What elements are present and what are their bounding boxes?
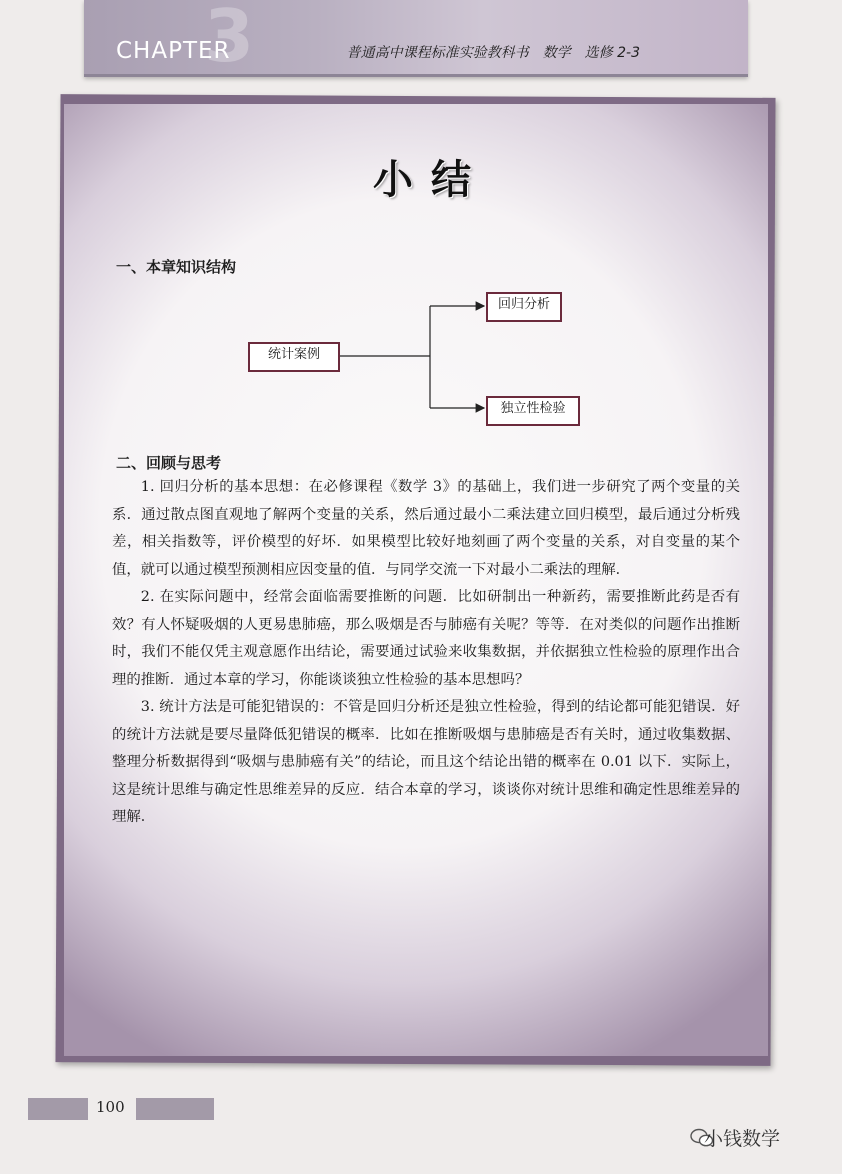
section-heading-structure: 一、本章知识结构	[116, 258, 237, 276]
diagram-node-regression: 回归分析	[486, 292, 562, 322]
chapter-label: CHAPTER	[116, 38, 231, 64]
chapter-number: 3	[204, 0, 255, 78]
diagram-node-independence-test: 独立性检验	[486, 396, 580, 426]
watermark-text: 小钱数学	[704, 1128, 781, 1150]
footer-bar-right	[136, 1098, 214, 1120]
section-heading-review: 二、回顾与思考	[116, 454, 222, 472]
book-title: 普通高中课程标准实验教科书 数学 选修 2-3	[346, 45, 640, 61]
review-text	[112, 474, 740, 832]
page-title: 小结	[373, 157, 489, 203]
footer-bar-left	[28, 1098, 88, 1120]
paragraph-3: 3. 统计方法是可能犯错误的：不管是回归分析还是独立性检验，得到的结论都可能犯错误．好的统计方法就是要尽量降低犯错误的概率．比如在推断吸烟与患肺癌是否有关时，通过收集数据、整理分析数据得到“吸烟与患肺癌有关”的结论，而且这个结论出错的概率在 0.01 以下．实际上，这是统计思维与确定性思维差异的反应．结合本章的学习，谈谈你对统计思维和确定性思维差异的理解．	[112, 699, 740, 825]
paragraph-2: 2. 在实际问题中，经常会面临需要推断的问题．比如研制出一种新药，需要推断此药是否有效？有人怀疑吸烟的人更易患肺癌，那么吸烟是否与肺癌有关呢？等等．在对类似的问题作出推断时，我们不能仅凭主观意愿作出结论，需要通过试验来收集数据，并依据独立性检验的原理作出合理的推断．通过本章的学习，你能谈谈独立性检验的基本思想吗？	[112, 589, 740, 688]
diagram-node-root: 统计案例	[248, 342, 340, 372]
knowledge-structure-diagram	[240, 284, 580, 434]
chapter-header	[84, 0, 748, 77]
page-number: 100	[96, 1098, 125, 1116]
paragraph-1: 1. 回归分析的基本思想：在必修课程《数学 3》的基础上，我们进一步研究了两个变量的关系．通过散点图直观地了解两个变量的关系，然后通过最小二乘法建立回归模型，最后通过分析残差，相关指数等，评价模型的好坏．如果模型比较好地刻画了两个变量的关系，对自变量的某个值，就可以通过模型预测相应因变量的值．与同学交流一下对最小二乘法的理解．	[112, 479, 740, 578]
